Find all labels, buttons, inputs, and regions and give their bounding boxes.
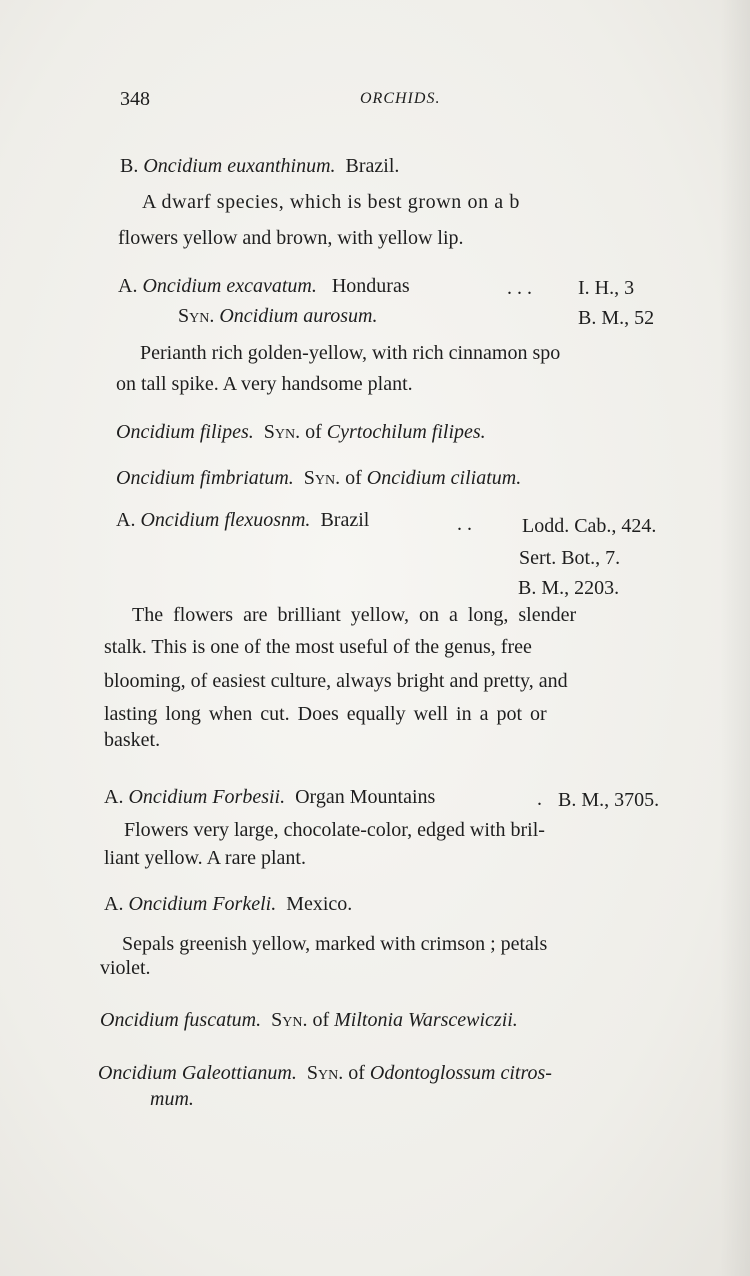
synonym-target: Cyrtochilum filipes. [326,421,486,443]
species-name: Oncidium Forbesii. [128,786,286,808]
synonym-of: of [348,1062,365,1084]
synonym-label: Syn. [178,305,215,327]
synonym-of: of [305,421,322,443]
entry-description: Flowers very large, chocolate-color, edged with bril- [124,819,545,841]
leader-dots: . [537,788,542,810]
grade-label: A. [116,509,136,531]
entry-heading [116,508,369,532]
species-origin: Organ Mountains [295,786,436,808]
entry-description: lasting long when cut. Does equally well in a pot or [104,703,547,725]
species-origin: Brazil [320,509,370,531]
reference-citation: B. M., 3705. [558,789,660,811]
species-name: Oncidium Forkeli. [128,893,277,915]
entry-description: The flowers are brilliant yellow, on a long, slender [132,604,577,626]
entry-description: blooming, of easiest culture, always bright and pretty, and [104,670,568,692]
entry-heading [104,892,352,916]
grade-label: A. [104,786,124,808]
species-name: Oncidium flexuosnm. [140,509,311,531]
entry-description: flowers yellow and brown, with yellow lip. [118,227,464,249]
species-name: Oncidium excavatum. [142,275,317,297]
synonym-label: Syn. [271,1009,308,1031]
page-edge-shadow [720,0,750,1276]
reference-citation: I. H., 3 [578,277,635,299]
entry-description: A dwarf species, which is best grown on a b [142,191,520,213]
synonym-label: Syn. [303,467,341,489]
synonym-entry [100,1008,518,1032]
species-name: Oncidium fuscatum. [100,1009,262,1031]
synonym-of: of [312,1009,330,1031]
synonym-of: of [345,467,362,489]
entry-heading [120,154,399,178]
species-name: Oncidium Galeottianum. [98,1062,297,1084]
synonym-entry [116,466,521,490]
entry-description: Perianth rich golden-yellow, with rich cinnamon spo [140,342,561,364]
reference-citation: B. M., 52 [578,307,655,329]
grade-label: A. [118,275,138,297]
synonym-entry [116,420,486,444]
entry-heading [118,274,410,298]
grade-label: B. [120,155,139,177]
synonym-line [178,304,378,328]
entry-description: on tall spike. A very handsome plant. [116,373,413,395]
species-name: Oncidium euxanthinum. [143,155,336,177]
species-origin: Honduras [331,275,410,297]
leader-dots: . . . [507,277,532,299]
entry-description: liant yellow. A rare plant. [104,847,306,869]
species-name: Oncidium filipes. [116,421,254,443]
species-origin: Mexico. [286,893,353,915]
entry-description: violet. [100,957,151,979]
grade-label: A. [104,893,124,915]
entry-description: basket. [104,729,161,751]
synonym-label: Syn. [306,1062,344,1084]
entry-description: Sepals greenish yellow, marked with crimson ; petals [122,933,548,955]
page-number: 348 [120,88,150,110]
reference-citation: B. M., 2203. [518,577,620,599]
synonym-target: Oncidium ciliatum. [366,467,522,489]
synonym-target: Miltonia Warscewiczii. [334,1009,518,1031]
synonym-entry [98,1061,552,1085]
leader-dots: . . [457,513,472,535]
synonym-name: Oncidium aurosum. [219,305,378,327]
reference-citation: Lodd. Cab., 424. [522,515,657,537]
synonym-target-continuation: mum. [150,1088,194,1110]
running-title: ORCHIDS. [360,90,441,107]
species-name: Oncidium fimbriatum. [116,467,294,489]
species-origin: Brazil. [345,155,400,177]
synonym-target: Odontoglossum citros- [369,1062,552,1084]
entry-heading [104,785,435,809]
reference-citation: Sert. Bot., 7. [519,547,621,569]
synonym-label: Syn. [263,421,301,443]
entry-description: stalk. This is one of the most useful of the genus, free [104,636,532,658]
